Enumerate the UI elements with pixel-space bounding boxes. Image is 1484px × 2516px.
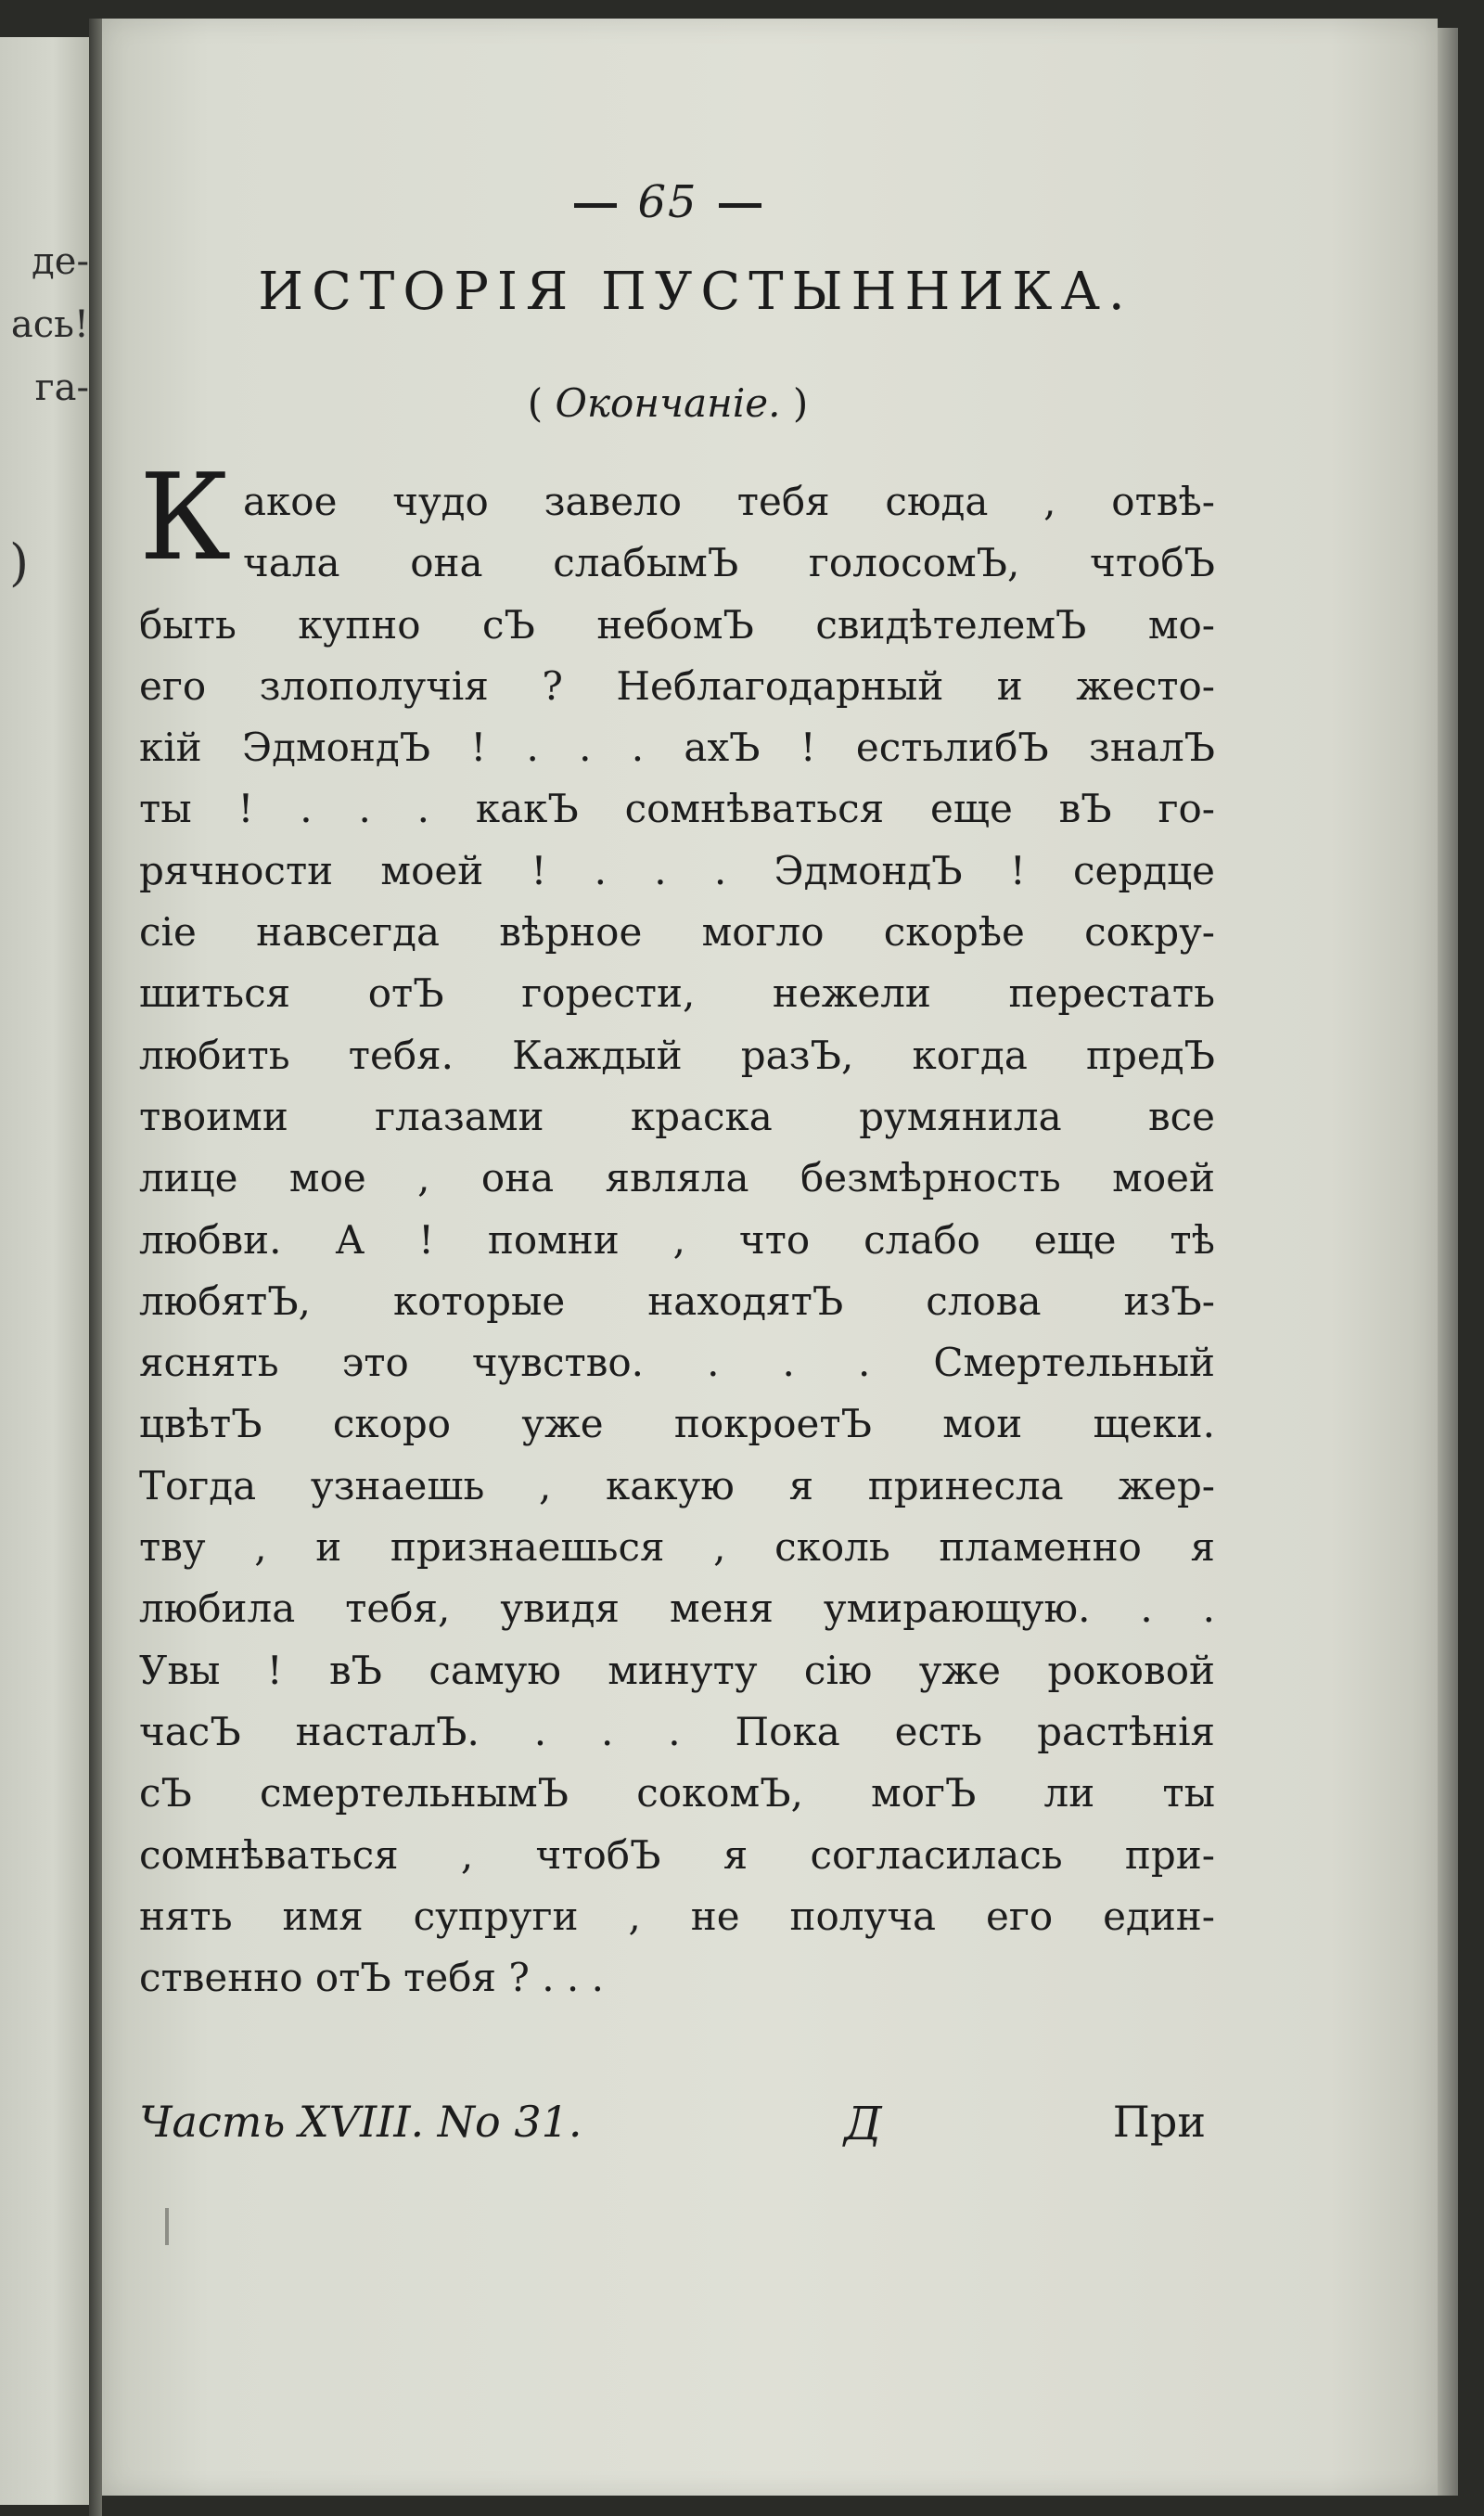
text-line: твоими глазами краска румянила все [139, 1093, 1215, 1139]
text-line: рячности моей ! . . . ЭдмондЪ ! сердце [139, 847, 1215, 893]
text-line: часЪ насталЪ. . . . Пока есть растѣнія [139, 1708, 1215, 1754]
pencil-mark [165, 2208, 169, 2245]
text-line: любви. А ! помни , что слабо еще тѣ [139, 1216, 1215, 1263]
text-line: яснять это чувство. . . . Смертельный [139, 1340, 1215, 1386]
text-line: чала она слабымЪ голосомЪ, чтобЪ [243, 540, 1215, 586]
body-text [139, 471, 1215, 2009]
chapter-subtitle: ( Окончаніе. ) [527, 380, 809, 426]
text-line: сЪ смертельнымЪ сокомЪ, могЪ ли ты [139, 1770, 1215, 1816]
text-line: цвѣтЪ скоро уже покроетЪ мои щеки. [139, 1401, 1215, 1447]
text-line: ты ! . . . какЪ сомнѣваться еще вЪ го- [139, 786, 1215, 832]
chapter-title: ИСТОРІЯ ПУСТЫННИКА. [258, 262, 1133, 322]
text-line: тву , и признаешься , сколь пламенно я [139, 1524, 1215, 1571]
text-line: ственно отЪ тебя ? . . . [139, 1955, 604, 2001]
text-line: Увы ! вЪ самую минуту сію уже роковой [139, 1647, 1215, 1693]
dash-left [574, 203, 617, 208]
text-line: быть купно сЪ небомЪ свидѣтелемЪ мо- [139, 601, 1215, 648]
page-edge-shadow [1438, 28, 1458, 2496]
text-line: его злополучія ? Неблагодарный и жесто- [139, 662, 1215, 709]
text-line: любятЪ, которые находятЪ слова изЪ- [139, 1277, 1215, 1324]
text-line: сіе навсегда вѣрное могло скорѣе сокру- [139, 909, 1215, 956]
text-line: сомнѣваться , чтобЪ я согласилась при- [139, 1831, 1215, 1878]
text-line: любить тебя. Каждый разЪ, когда предЪ [139, 1032, 1215, 1078]
page-number-value: 65 [637, 176, 698, 228]
signature-mark: Часть XVIII. No 31. [139, 2097, 582, 2147]
text-line: лице мое , она являла безмѣрность моей [139, 1155, 1215, 1201]
text-line: нять имя супруги , не получа его един- [139, 1893, 1215, 1939]
previous-page-fragment: ась! [10, 303, 89, 346]
text-line: кій ЭдмондЪ ! . . . ахЪ ! естьлибЪ зналЪ [139, 725, 1215, 771]
text-line: Тогда узнаешь , какую я принесла жер- [139, 1462, 1215, 1508]
subtitle-text: Окончаніе. [555, 380, 781, 426]
previous-page-fragment: ) [9, 533, 30, 592]
signature-letter: Д [844, 2097, 882, 2150]
dash-right [719, 203, 761, 208]
previous-page-edge [0, 37, 89, 2505]
book-gutter [89, 19, 102, 2516]
previous-page-fragment: де- [32, 240, 89, 283]
page-number [538, 176, 798, 228]
previous-page-fragment: га- [34, 366, 89, 409]
text-line: любила тебя, увидя меня умирающую. . . [139, 1585, 1215, 1632]
text-line: акое чудо завело тебя сюда , отвѣ- [243, 479, 1215, 524]
catchword: При [1112, 2097, 1206, 2147]
text-line: шиться отЪ горести, нежели перестать [139, 970, 1215, 1017]
page-footer [139, 2097, 1206, 2171]
drop-cap: К [139, 449, 232, 587]
